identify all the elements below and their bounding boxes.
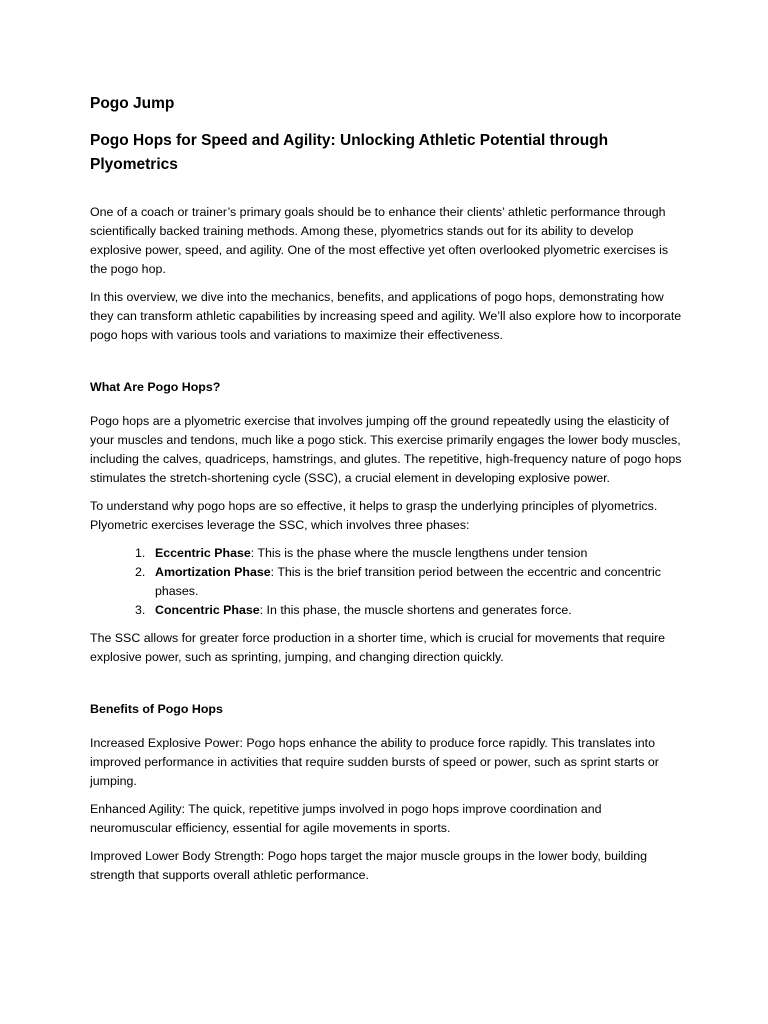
phase-text <box>155 544 684 563</box>
phase-item-concentric <box>135 601 684 620</box>
phase-item-amortization <box>135 563 684 601</box>
section-heading-what-are-pogo-hops: What Are Pogo Hops? <box>90 380 221 394</box>
benefit-paragraph: Improved Lower Body Strength: Pogo hops target the major muscle groups in the lower body, building strength that supports overall athletic performance. <box>90 849 647 882</box>
phase-term: Eccentric Phase <box>155 546 251 560</box>
ssc-phase-list <box>90 544 684 620</box>
document-subtitle: Pogo Hops for Speed and Agility: Unlocking Athletic Potential through Plyometrics <box>90 132 609 173</box>
intro-paragraph: One of a coach or trainer’s primary goals should be to enhance their clients’ athletic performance through scientifically backed training methods. Among these, plyometrics stands out for its ability to develop explosive power, speed, and agility. One of the most effective yet often overlooked plyometric exercises is the pogo hop. <box>90 205 669 276</box>
list-number: 3. <box>135 603 146 617</box>
document-title: Pogo Jump <box>90 95 175 112</box>
phase-text <box>155 563 684 601</box>
phase-description: : In this phase, the muscle shortens and generates force. <box>259 603 572 617</box>
phase-description: : This is the phase where the muscle lengthens under tension <box>250 546 588 560</box>
list-number: 1. <box>135 546 146 560</box>
section-paragraph: To understand why pogo hops are so effective, it helps to grasp the underlying principles of plyometrics. Plyometric exercises leverage the SSC, which involves three phases: <box>90 499 658 532</box>
phase-text <box>155 601 684 620</box>
phase-term: Amortization Phase <box>155 565 271 579</box>
benefit-paragraph: Increased Explosive Power: Pogo hops enhance the ability to produce force rapidly. This translates into improved performance in activities that require sudden bursts of speed or power, such as sprint starts or jumping. <box>90 736 659 788</box>
phase-description: : This is the brief transition period between the eccentric and concentric phases. <box>155 565 661 598</box>
benefit-paragraph: Enhanced Agility: The quick, repetitive jumps involved in pogo hops improve coordination and neuromuscular efficiency, essential for agile movements in sports. <box>90 802 602 835</box>
document-body <box>90 203 684 885</box>
intro-paragraph: In this overview, we dive into the mechanics, benefits, and applications of pogo hops, demonstrating how they can transform athletic capabilities by increasing speed and agility. We’ll also explore how to incorporate pogo hops with various tools and variations to maximize their effectiveness. <box>90 290 682 342</box>
phase-item-eccentric <box>135 544 684 563</box>
phase-term: Concentric Phase <box>155 603 260 617</box>
section-paragraph: The SSC allows for greater force production in a shorter time, which is crucial for movements that require explosive power, such as sprinting, jumping, and changing direction quickly. <box>90 631 666 664</box>
list-number: 2. <box>135 565 146 579</box>
section-paragraph: Pogo hops are a plyometric exercise that involves jumping off the ground repeatedly using the elasticity of your muscles and tendons, much like a pogo stick. This exercise primarily engages the lower body muscles, including the calves, quadriceps, hamstrings, and glutes. The repetitive, high-frequency nature of pogo hops stimulates the stretch-shortening cycle (SSC), a crucial element in developing explosive power. <box>90 414 682 485</box>
section-heading-benefits: Benefits of Pogo Hops <box>90 702 223 716</box>
